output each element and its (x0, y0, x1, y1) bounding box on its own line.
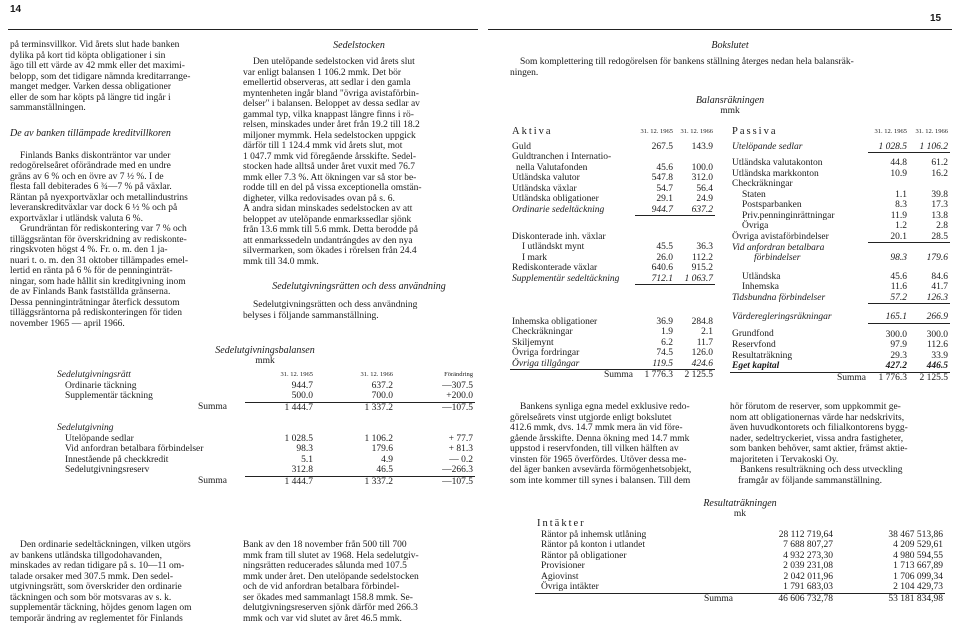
result-title: Resultaträkningen (703, 498, 777, 509)
bottom-left-para (10, 540, 235, 624)
text-line: utgivningsrätt, som överskrider den ordinarie (10, 582, 182, 592)
text-line: myntenheten ingår bland "övriga avistaförbin- (243, 88, 419, 99)
balance-unit: mmk (720, 106, 740, 116)
table-row: Reservfond 97.9 112.6 (732, 340, 948, 350)
text-line: av bankens utländska tillgodohavanden, (10, 550, 162, 561)
table-row: Utelöpande sedlar 1 028.5 1 106.2 + 77.7 (65, 433, 473, 444)
text-line: nom att obligationernas värde har nedskrivits, (730, 412, 905, 423)
table-row: Övriga avistaförbindelser 20.1 28.5 (732, 231, 948, 242)
table-row: Postsparbanken 8.3 17.3 (742, 200, 948, 210)
table-row: Räntor på obligationer 4 932 273,30 4 980 594,55 (541, 550, 943, 561)
text-line: mmk till 34.0 mmk. (243, 256, 319, 267)
table-row: nella Valutafonden 45.6 100.0 (516, 162, 713, 173)
bokslutet-block (510, 40, 950, 78)
aktiva-heading: Aktiva (512, 126, 553, 137)
text-line: täckningen och som bör motsvaras av s. k. (10, 592, 172, 603)
result-unit: mk (733, 509, 747, 519)
text-line: exportväxlar i utländsk valuta 6 %. (10, 213, 143, 224)
table-row: Ordinarie täckning 944.7 637.2 —307.5 (65, 380, 473, 391)
table-row: Supplementär sedeltäckning 712.1 1 063.7 (512, 273, 713, 284)
text-line: Å andra sidan minskades sedelstocken av att (243, 204, 413, 214)
table-row: Värderegleringsräkningar 165.1 266.9 (730, 304, 950, 324)
text-line: gammal typ, vilka knappast längre finns i rö- (243, 109, 414, 120)
passiva-table (730, 127, 950, 383)
intakter-heading: Intäkter (537, 518, 586, 529)
text-line: mmk eller 7.3 %. Att ökningen var så stor be- (243, 172, 417, 183)
aktiva-date: 31. 12. 1965 (640, 128, 673, 135)
text-line: eller de som har köpts på längre tid ingår i (10, 92, 171, 103)
table-row: Övriga 1.2 2.8 (742, 221, 948, 231)
text-line: mmk och var vid slutet av året 46.5 mmk. (243, 613, 402, 624)
table-row: Utländska obligationer 29.1 24.9 (512, 194, 713, 204)
text-line: stocken hade alltså under året vuxit med 76.7 (243, 162, 416, 172)
text-line: ningar, som hade hållit sin kreditgivning inom (10, 276, 186, 287)
text-line: mmk fram till slutet av 1968. Hela sedelutgiv- (243, 550, 419, 561)
text-line: belyses i följande sammanställning. (243, 310, 379, 321)
text-line: Den ordinarie sedeltäckningen, vilken utgörs (20, 540, 191, 550)
text-line: på terminsvillkor. Vid årets slut hade banken (10, 40, 180, 50)
table-row: Priv.penninginrättningar 11.9 13.8 (742, 210, 948, 221)
table-row: Inhemska 11.6 41.7 (742, 282, 948, 292)
text-line: nader, sedeltryckeriet, vissa andra fastigheter, (730, 433, 904, 444)
text-line: emellertid observeras, att sedlar i den gamla (243, 78, 411, 88)
text-line: silvermarken, som ökades i rörelsen från 24.4 (243, 246, 417, 256)
table-sum-row: Summa 1 444.7 1 337.2 —107.5 (197, 476, 473, 487)
text-line: delser" i balansen. Beloppet av dessa sedlar av (243, 99, 420, 109)
col1-para2 (10, 151, 235, 225)
text-line: Bankens synliga egna medel exklusive redo- (520, 402, 690, 412)
passiva-heading: Passiva (732, 126, 778, 137)
text-line: hör förutom de reserver, som uppkommit ge- (730, 402, 901, 412)
text-line: som banken behöver, samt aktier, främst aktie- (730, 444, 908, 454)
text-line: Sedelutgivningsrätten och dess användning (253, 300, 418, 310)
table-row: Inhemska obligationer 36.9 284.8 (512, 316, 713, 327)
table-sum-row: Summa 46 606 732,78 53 181 834,98 (535, 593, 945, 604)
table-row: Provisioner 2 039 231,08 1 713 667,89 (541, 561, 943, 571)
sedel-unit: mmk (255, 356, 275, 366)
col1 (10, 40, 235, 329)
table-row: Guldtranchen i Internatio- (512, 152, 612, 162)
text-line: de av Finlands Bank fastställda gränserna. (10, 287, 171, 297)
text-line: flesta fall debiterades 6 ¾—7 % på växlar. (10, 182, 172, 192)
table-row: Övriga tillgångar 119.5 424.6 (512, 358, 713, 369)
section-heading-bokslutet: Bokslutet (711, 40, 749, 51)
text-line: minskades av redan tidigare på s. 10—11 om- (10, 561, 185, 571)
bokslutet-intro (510, 57, 950, 78)
table-row: Räntor på konton i utlandet 7 688 807,27 4 209 529,61 (541, 540, 943, 550)
text-line: ser ökades med sammanlagt 158.8 mmk. Se- (243, 592, 413, 603)
mid-left-para (510, 402, 720, 486)
text-line: sammanställningen. (10, 103, 86, 113)
text-line: och de vid anfordran betalbara förbindel- (243, 582, 400, 592)
col2-para2 (243, 300, 475, 321)
text-line: nuari t. o. m. den 31 oktober tillämpades emel- (10, 255, 189, 266)
bottom-right-para (243, 540, 475, 624)
text-line: även huvudkontorets och filialkontorens bygg- (730, 423, 908, 433)
section-heading-sedelutgivningsratten: Sedelutgivningsrätten och dess användning (272, 281, 446, 292)
table-row: Checkräkningar (732, 179, 793, 189)
table-row: Utländska valutakonton 44.8 61.2 (732, 157, 948, 168)
table-row: Eget kapital 427.2 446.5 (732, 361, 948, 371)
table-sum-row: Summa 1 776.3 2 125.5 (510, 370, 715, 381)
section-heading-kreditvillkor: De av banken tillämpade kreditvillkoren (10, 127, 171, 139)
text-line: ningen. (510, 67, 539, 78)
table-row: Tidsbundna förbindelser 57.2 126.3 (732, 292, 948, 303)
text-line: redogörelseåret oförändrade med en undre (10, 161, 171, 171)
text-line: Dessa penninginträtningar återfick dessutom (10, 297, 180, 308)
table-row: Utländska 45.6 84.6 (742, 271, 948, 282)
text-line: var enligt balansen 1 106.2 mmk. Det bör (243, 67, 402, 78)
text-line: delutgivningsreserven sjönk därför med 266.3 (243, 603, 418, 613)
text-line: miljoner mymmk. Hela sedelstocken uppgick (243, 130, 416, 141)
text-line: beloppet av utelöpande enmarkssedlar sjönk (243, 214, 412, 225)
text-line: talade orsaker med 307.5 mmk. Den sedel- (10, 571, 174, 582)
text-line: 412.6 mmk, dvs. 14.7 mmk mera än vid före- (510, 423, 683, 433)
col2 (243, 40, 475, 321)
text-line: relsen, minskades under året från 19.2 till 18.2 (243, 120, 420, 130)
text-line: majoriteten i Tervakoski Oy. (730, 454, 839, 465)
text-line: Räntan på nyexportväxlar och metallindustrins (10, 192, 188, 203)
text-line: gående årsskifte. Denna ökning med 14.7 mmk (510, 433, 690, 444)
text-line: framgår av följande sammanställning. (738, 475, 883, 486)
aktiva-date: 31. 12. 1966 (680, 128, 713, 135)
table-row: Agiovinst 2 042 011,96 1 706 099,34 (541, 571, 943, 582)
table-row: Sedelutgivningsreserv 312.8 46.5 —266.3 (65, 465, 473, 475)
table-row: Innestående på checkkredit 5.1 4.9 — 0.2 (65, 454, 473, 465)
text-line: leveranskreditväxlar var dock 6 ½ % och på (10, 203, 178, 213)
table-row: Guld 267.5 143.9 (512, 141, 713, 152)
passiva-date: 31. 12. 1966 (915, 128, 948, 135)
text-line: ringskvoten högst 4 %. Fr. o. m. den 1 ja- (10, 245, 168, 255)
table-row: Övriga intäkter 1 791 683,03 2 104 429,73 (541, 582, 943, 592)
aktiva-table (510, 127, 715, 381)
text-line: supplementär täckning, höjdes genom lagen om (10, 603, 192, 613)
sedel-sec2: Sedelutgivning (57, 423, 114, 433)
text-line: tilläggsräntan för överskridning av rediskonte- (10, 234, 187, 245)
section-heading-sedelstocken: Sedelstocken (333, 40, 385, 51)
page-number-right: 15 (930, 13, 942, 24)
sedel-col-header: 31. 12. 1965 (280, 371, 313, 378)
text-line: manget medger. Varken dessa obligationer (10, 82, 172, 92)
mid-right-block (730, 402, 950, 486)
table-row: Vid anfordran betalbara (732, 242, 825, 253)
text-line: ningsrätten reducerades sålunda med 107.5 (243, 561, 407, 571)
col1-para3 (10, 224, 235, 329)
table-row: I utländskt mynt 45.5 36.3 (522, 242, 713, 252)
table-sum-row: Summa 1 776.3 2 125.5 (730, 372, 950, 383)
table-row: Utländska valutor 547.8 312.0 (512, 173, 713, 183)
table-row: Skiljemynt 6.2 11.7 (512, 337, 713, 348)
col2-para1 (243, 57, 475, 267)
text-line: lertid en ränta på 6 % för de penninginträt- (10, 266, 173, 276)
table-row: Supplementär täckning 500.0 700.0 +200.0 (65, 391, 473, 401)
top-rule-left (8, 29, 478, 30)
text-line: därför till 1 124.4 mmk vid årets slut, mot (243, 141, 403, 151)
sedel-table (55, 345, 475, 487)
text-line: vinsten för 1965 överfördes. Utöver dessa me- (510, 454, 687, 465)
table-row: Staten 1.1 39.8 (742, 189, 948, 200)
text-line: Den utelöpande sedelstocken vid årets slut (253, 57, 415, 67)
text-line: Som komplettering till redogörelsen för bankens ställning återges nedan hela balansräk- (520, 57, 854, 67)
table-row: Diskonterade inh. växlar (512, 231, 606, 242)
text-line: 1 047.7 mmk vid föregående årsskifte. Sedel- (243, 151, 417, 162)
table-row: Övriga fordringar 74.5 126.0 (512, 348, 713, 358)
text-line: mmk under året. Den utelöpande sedelstocken (243, 571, 419, 582)
text-line: från 13.6 mmk till 5.6 mmk. Detta berodde på (243, 225, 418, 235)
table-row: Räntor på inhemsk utlåning 28 112 719,64 38 467 513,86 (541, 529, 943, 540)
balance-sheet (510, 95, 950, 116)
table-row: Utländska växlar 54.7 56.4 (512, 183, 713, 194)
sedel-sec1: Sedelutgivningsrätt (57, 370, 131, 380)
passiva-date: 31. 12. 1965 (874, 128, 907, 135)
text-line: gräns av 6 % och en övre av 7 ½ %. I de (10, 171, 164, 182)
balance-title: Balansräkningen (695, 95, 765, 106)
sedel-col-header: Förändring (444, 371, 473, 378)
table-row: Rediskonterade växlar 640.6 915.2 (512, 263, 713, 273)
page-number-left: 14 (10, 4, 22, 15)
text-line: ägo till ett värde av 42 mmk eller det maximi- (10, 61, 185, 71)
table-row: förbindelser 98.3 179.6 (754, 253, 948, 263)
text-line: att enmarkssedeln undantrángdes av den nya (243, 235, 413, 246)
table-row: Grundfond 300.0 300.0 (732, 329, 948, 340)
text-line: november 1965 — april 1966. (10, 318, 125, 329)
text-line: uppstod i reservfonden, till vilken hälften av (510, 444, 679, 454)
text-line: Grundräntan för rediskontering var 7 % och (20, 224, 187, 234)
sedel-col-header: 31. 12. 1966 (360, 371, 393, 378)
text-line: digheter, vilka redovisades ovan på s. 6. (243, 193, 395, 204)
text-line: Bankens resulträkning och dess utveckling (740, 465, 903, 475)
sedel-title: Sedelutgivningsbalansen (215, 345, 315, 356)
text-line: görelseårets vinst utgjorde enligt bokslutet (510, 412, 672, 423)
table-row: Vid anfordran betalbara förbindelser 98.3 179.6 + 81.3 (65, 444, 473, 454)
table-row: Utländska markkonton 10.9 16.2 (732, 168, 948, 179)
table-row: Checkräkningar 1.9 2.1 (512, 327, 713, 337)
text-line: del äger banken avsevärda förmögenhetsobjekt, (510, 465, 692, 475)
table-row: Utelöpande sedlar 1 028.5 1 106.2 (732, 141, 948, 152)
text-line: som inte kommer till synes i balansen. Till dem (510, 475, 691, 486)
text-line: Bank av den 18 november från 500 till 700 (243, 540, 407, 550)
table-row: I mark 26.0 112.2 (522, 252, 713, 263)
table-row: Resultaträkning 29.3 33.9 (732, 350, 948, 361)
text-line: temporär ändring av reglementet för Finlands (10, 613, 183, 624)
text-line: tilläggsräntorna på rediskonteringen för tiden (10, 308, 183, 318)
text-line: belopp, som det tidigare nämnda kreditarrange- (10, 71, 191, 82)
table-sum-row: Summa 1 444.7 1 337.2 —107.5 (197, 402, 473, 413)
table-row: Ordinarie sedeltäckning 944.7 637.2 (512, 204, 713, 215)
col1-para1 (10, 40, 235, 114)
top-rule-right (488, 29, 952, 30)
text-line: dylika på kort tid köpta obligationer i sin (10, 50, 166, 61)
text-line: Finlands Banks diskonträntor var under (20, 150, 171, 161)
result-table (535, 498, 945, 604)
text-line: rodde till en del på vissa exceptionella omstän- (243, 183, 422, 193)
